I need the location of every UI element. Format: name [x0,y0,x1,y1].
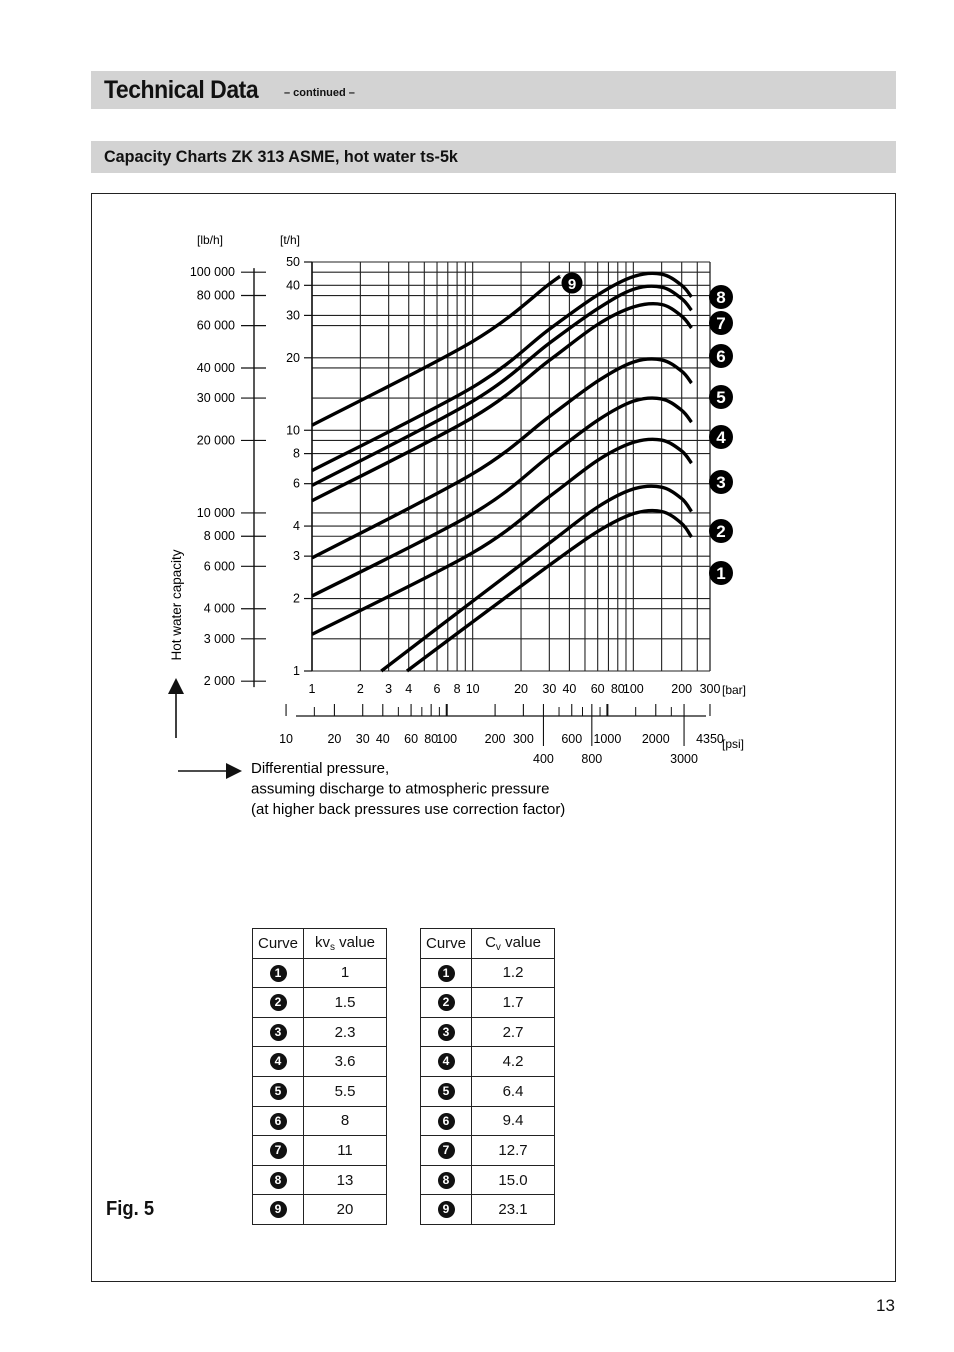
capacity-curve-5 [312,359,692,558]
cv-value-cell: 2.7 [472,1017,555,1047]
kvs-table-header [253,929,387,959]
t-axis-tick-label: 6 [293,476,300,491]
cv-table [420,928,555,1225]
kvs-curve-cell [253,1017,304,1047]
kvs-value-cell: 5.5 [304,1076,387,1106]
t-axis-tick-label: 3 [293,549,300,564]
lbh-axis-tick-label: 3 000 [203,631,235,646]
cv-curve-cell [421,1076,472,1106]
kvs-row [253,1106,387,1136]
cv-curve-cell [421,1195,472,1225]
cv-row [421,1136,555,1166]
section-title: Capacity Charts ZK 313 ASME, hot water ts-5k [104,147,458,166]
x-axis-label-line: assuming discharge to atmospheric pressure [251,780,550,798]
cv-row [421,1076,555,1106]
cv-table-header [421,929,555,959]
cv-value-cell: 4.2 [472,1047,555,1077]
curve-number-badge: 6 [270,1113,287,1130]
psi-axis-tick-label: 40 [375,732,390,746]
psi-axis-units: [psi] [722,737,745,751]
kvs-row [253,988,387,1018]
cv-row [421,1195,555,1225]
kvs-row [253,1076,387,1106]
bar-axis-tick-label: 80 [610,682,625,696]
cv-header-main: C [485,933,496,951]
kvs-curve-cell [253,988,304,1018]
bar-axis-tick-label: 30 [542,682,557,696]
psi-axis-tick-label: 400 [533,752,554,766]
kvs-value-cell: 11 [304,1136,387,1166]
curve-badge-label: 2 [716,522,726,541]
lbh-axis-tick-label: 4 000 [203,601,235,616]
bar-axis-tick-label: 60 [590,682,605,696]
curve-badge-label: 6 [716,347,726,366]
curve-number-badge: 5 [438,1083,455,1100]
curve-badge-label: 3 [716,473,726,492]
capacity-curve-2 [381,486,691,671]
y-axis-arrow-head [168,678,184,694]
psi-axis-tick-label: 1000 [593,732,622,746]
cv-value-cell: 23.1 [472,1195,555,1225]
kvs-value-cell: 1 [304,958,387,988]
curve-number-badge: 8 [438,1172,455,1189]
psi-axis-tick-label: 300 [512,732,534,746]
psi-axis-tick-label: 100 [436,732,458,746]
cv-row [421,1017,555,1047]
cv-value-cell: 9.4 [472,1106,555,1136]
t-axis-tick-label: 30 [286,308,300,323]
cv-row [421,1106,555,1136]
kvs-curve-cell [253,1047,304,1077]
cv-value-cell: 15.0 [472,1165,555,1195]
curve-number-badge: 7 [438,1142,455,1159]
page-number: 13 [876,1296,895,1315]
curve-number-badge: 6 [438,1113,455,1130]
cv-curve-cell [421,1017,472,1047]
curve-number-badge: 5 [270,1083,287,1100]
curve-number-badge: 8 [270,1172,287,1189]
kvs-header-tail: value [334,933,376,951]
bar-axis-tick-label: 20 [514,682,528,696]
t-axis-tick-label: 20 [286,350,300,365]
kvs-table [252,928,387,1225]
curve-badge-label: 8 [716,288,726,307]
cv-value-cell: 6.4 [472,1076,555,1106]
t-axis-tick-label: 40 [286,278,300,293]
kvs-curve-cell [253,958,304,988]
cv-value-cell: 12.7 [472,1136,555,1166]
kvs-header-sub: s [329,941,335,953]
psi-axis-tick-label: 3000 [670,752,698,766]
lbh-axis-tick-label: 8 000 [203,529,235,544]
kvs-header-curve: Curve [253,929,304,959]
cv-header-tail: value [500,933,541,951]
curve-number-badge: 9 [438,1201,455,1218]
kvs-value-cell: 3.6 [304,1047,387,1077]
curve-badge-label: 7 [716,314,726,333]
y-axis-label: Hot water capacity [169,549,184,661]
bar-axis-tick-label: 1 [308,682,316,696]
cv-curve-cell [421,1165,472,1195]
t-axis-tick-label: 8 [293,446,300,461]
bar-axis-tick-label: 200 [671,682,693,696]
x-axis-arrow-head [226,763,242,779]
lbh-axis-tick-label: 2 000 [203,674,235,689]
psi-axis-tick-label: 200 [484,732,506,746]
kvs-value-cell: 8 [304,1106,387,1136]
cv-curve-cell [421,958,472,988]
curve-badge-label: 5 [716,388,726,407]
bar-axis-units: [bar] [722,683,747,697]
bar-axis-tick-label: 100 [622,682,644,696]
curve-number-badge: 9 [270,1201,287,1218]
cv-header-value [472,929,555,959]
kvs-row [253,1136,387,1166]
cv-header-curve: Curve [421,929,472,959]
x-axis-label-line: (at higher back pressures use correction factor) [251,801,566,818]
curve-badge-label: 1 [716,564,726,583]
lbh-axis-tick-label: 60 000 [196,318,235,333]
t-axis-tick-label: 2 [293,591,300,606]
curve-number-badge: 4 [270,1053,287,1070]
kvs-curve-cell [253,1165,304,1195]
psi-axis-tick-label: 800 [581,752,603,766]
cv-curve-cell [421,1047,472,1077]
cv-row [421,1165,555,1195]
kvs-header-main: kv [314,933,330,951]
bar-axis-tick-label: 10 [465,682,480,696]
kvs-value-cell: 1.5 [304,988,387,1018]
bar-axis-tick-label: 6 [433,682,441,696]
lbh-axis-units: [lb/h] [197,233,224,247]
kvs-value-cell: 20 [304,1195,387,1225]
continued-note: – continued – [284,87,355,99]
cv-row [421,1047,555,1077]
psi-axis-tick-label: 4350 [696,732,724,746]
curve-number-badge: 7 [270,1142,287,1159]
lbh-axis-tick-label: 10 000 [196,505,235,520]
kvs-value-cell: 13 [304,1165,387,1195]
t-axis-tick-label: 1 [293,664,300,678]
t-axis-tick-label: 50 [286,255,300,269]
lbh-axis-tick-label: 100 000 [189,265,235,280]
page-title: Technical Data [104,76,259,104]
bar-axis-tick-label: 8 [453,682,461,696]
psi-axis-tick-label: 20 [327,732,342,746]
capacity-curve-3 [312,439,692,634]
curve-number-badge: 3 [438,1024,455,1041]
cv-curve-cell [421,988,472,1018]
bar-axis-tick-label: 300 [699,682,721,696]
psi-axis-tick-label: 80 [424,732,439,746]
lbh-axis-tick-label: 20 000 [196,433,235,448]
cv-row [421,958,555,988]
cv-value-cell: 1.2 [472,958,555,988]
cv-row [421,988,555,1018]
lbh-axis-tick-label: 30 000 [196,391,235,406]
psi-axis-tick-label: 600 [561,732,583,746]
kvs-row [253,1195,387,1225]
lbh-axis-tick-label: 80 000 [196,288,235,303]
kvs-curve-cell [253,1106,304,1136]
curve-number-badge: 3 [270,1024,287,1041]
bar-axis-tick-label: 40 [562,682,577,696]
psi-axis-tick-label: 2000 [641,732,670,746]
lbh-axis-tick-label: 6 000 [203,559,235,574]
bar-axis-tick-label: 2 [356,682,364,696]
x-axis-label-line: Differential pressure, [251,760,390,777]
kvs-row [253,1017,387,1047]
curve-number-badge: 2 [438,994,455,1011]
cv-value-cell: 1.7 [472,988,555,1018]
kvs-curve-cell [253,1136,304,1166]
kvs-row [253,1047,387,1077]
curve-badge-label: 9 [567,276,577,293]
bar-axis-tick-label: 4 [405,682,413,696]
t-axis-units: [t/h] [280,233,301,247]
t-axis-tick-label: 10 [286,423,300,438]
kvs-value-cell: 2.3 [304,1017,387,1047]
cv-header-sub: v [495,941,501,953]
kvs-curve-cell [253,1195,304,1225]
kvs-row [253,1165,387,1195]
curve-number-badge: 4 [438,1053,455,1070]
curve-number-badge: 1 [438,965,455,982]
kvs-header-value [304,929,387,959]
psi-axis-tick-label: 30 [355,732,370,746]
cv-curve-cell [421,1136,472,1166]
psi-axis-tick-label: 60 [404,732,419,746]
t-axis-tick-label: 4 [293,519,300,534]
curve-number-badge: 1 [270,965,287,982]
curve-number-badge: 2 [270,994,287,1011]
kvs-row [253,958,387,988]
figure-label: Fig. 5 [106,1198,155,1220]
bar-axis-tick-label: 3 [385,682,393,696]
cv-curve-cell [421,1106,472,1136]
curve-badge-label: 4 [716,428,726,447]
lbh-axis-tick-label: 40 000 [196,360,235,375]
psi-axis-tick-label: 10 [279,732,294,746]
kvs-curve-cell [253,1076,304,1106]
